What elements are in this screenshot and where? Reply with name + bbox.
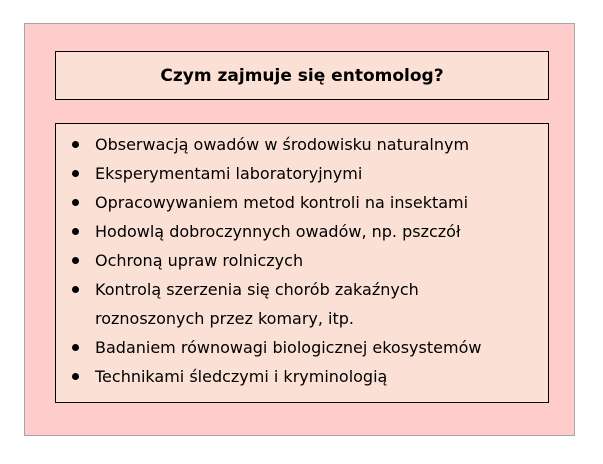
list-item-text: Badaniem równowagi biologicznej ekosystemów <box>95 338 482 357</box>
bullet-icon <box>72 286 79 293</box>
list-item-text: Eksperymentami laboratoryjnymi <box>95 164 363 183</box>
list-item-text: Hodowlą dobroczynnych owadów, np. pszczół <box>95 222 461 241</box>
bullet-icon <box>72 170 79 177</box>
list-item-text: Kontrolą szerzenia się chorób zakaźnych roznoszonych przez komary, itp. <box>95 280 419 328</box>
list-item <box>56 362 548 391</box>
bullet-list <box>56 130 548 391</box>
list-item-text: Technikami śledczymi i kryminologią <box>95 367 388 386</box>
list-item <box>56 159 548 188</box>
slide-panel <box>24 23 575 436</box>
list-item-text: Obserwacją owadów w środowisku naturalnym <box>95 135 470 154</box>
list-item-text: Ochroną upraw rolniczych <box>95 251 304 270</box>
list-box <box>55 123 549 403</box>
list-item <box>56 217 548 246</box>
bullet-icon <box>72 199 79 206</box>
list-item <box>56 130 548 159</box>
list-item <box>56 188 548 217</box>
list-item <box>56 246 548 275</box>
list-item-text: Opracowywaniem metod kontroli na insektami <box>95 193 469 212</box>
bullet-icon <box>72 141 79 148</box>
list-item <box>56 333 548 362</box>
bullet-icon <box>72 228 79 235</box>
bullet-icon <box>72 344 79 351</box>
bullet-icon <box>72 257 79 264</box>
page-title: Czym zajmuje się entomolog? <box>160 65 444 86</box>
list-item <box>56 275 548 333</box>
title-box <box>55 51 549 100</box>
bullet-icon <box>72 373 79 380</box>
